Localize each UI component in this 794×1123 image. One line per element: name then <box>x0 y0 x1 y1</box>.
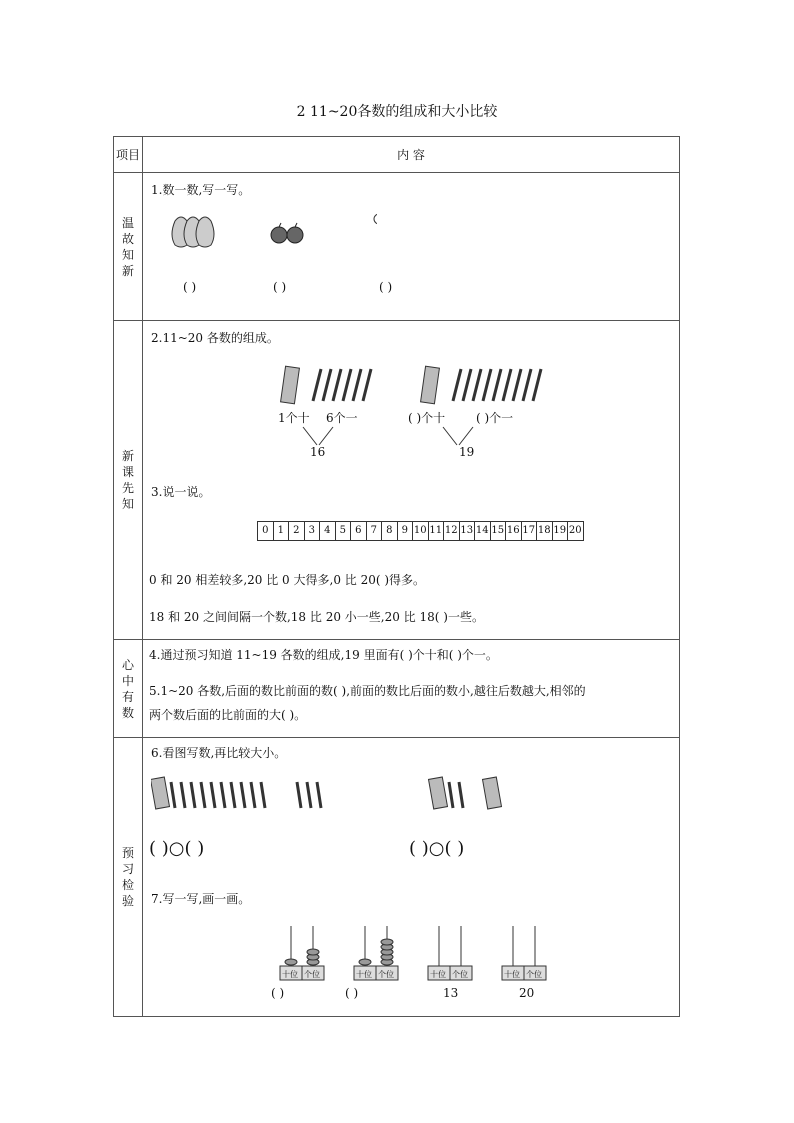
ruler-tick: 11 <box>429 522 445 540</box>
question-7: 7.写一写,画一画。 <box>151 892 251 906</box>
ones-place-label: 个位 <box>304 970 320 979</box>
section-label-4 <box>114 738 143 1017</box>
q3-line-1: 0 和 20 相差较多,20 比 0 大得多,0 比 20( )得多。 <box>149 573 426 587</box>
compare-blank-2[interactable]: ( )○( ) <box>409 838 465 859</box>
question-2: 2.11~20 各数的组成。 <box>151 331 279 345</box>
ruler-tick: 6 <box>351 522 367 540</box>
section-label-2 <box>114 321 143 640</box>
ruler-tick: 19 <box>553 522 569 540</box>
ruler-tick: 14 <box>475 522 491 540</box>
question-5-line-1: 5.1~20 各数,后面的数比前面的数( ),前面的数比后面的数小,越往后数越大,相邻的 <box>149 684 586 698</box>
tens-place-label: 十位 <box>504 970 520 979</box>
question-4: 4.通过预习知道 11~19 各数的组成,19 里面有( )个十和( )个一。 <box>149 648 498 662</box>
ruler-tick: 8 <box>382 522 398 540</box>
q6-sticks-figure <box>151 774 531 814</box>
ruler-tick: 20 <box>568 525 582 536</box>
ruler-tick: 18 <box>537 522 553 540</box>
chick-icon <box>374 214 377 246</box>
abacus-icon <box>285 926 535 966</box>
section-label-text: 温故知新 <box>121 215 134 278</box>
section-label-text: 预习检验 <box>121 846 134 908</box>
sticks-figure <box>273 359 593 409</box>
q3-line-2: 18 和 20 之间间隔一个数,18 比 20 小一些,20 比 18( )一些。 <box>149 610 484 624</box>
ruler-tick: 4 <box>320 522 336 540</box>
ruler-tick: 7 <box>367 522 383 540</box>
total-left: 16 <box>310 445 326 459</box>
pear-icon <box>172 217 214 247</box>
worksheet-table <box>113 136 680 1017</box>
header-item <box>114 137 143 173</box>
ruler-tick: 13 <box>460 522 476 540</box>
tens-blank-right[interactable]: ( )个十 <box>408 411 446 425</box>
question-3: 3.说一说。 <box>151 485 211 499</box>
ruler-tick: 0 <box>258 522 274 540</box>
question-6: 6.看图写数,再比较大小。 <box>151 746 287 760</box>
answer-blank-1[interactable]: ( ) <box>183 280 197 294</box>
ruler-tick: 9 <box>398 522 414 540</box>
ones-blank-right[interactable]: ( )个一 <box>476 411 514 425</box>
composition-lines <box>293 425 523 447</box>
header-content <box>143 137 680 173</box>
abacus-figure <box>276 926 556 986</box>
question-5-line-2: 两个数后面的比前面的大( )。 <box>149 708 307 722</box>
section-4-content <box>143 738 680 1017</box>
section-label-text: 新课先知 <box>121 449 134 511</box>
ruler-tick: 2 <box>289 522 305 540</box>
total-right: 19 <box>459 445 475 459</box>
number-ruler <box>257 521 584 541</box>
header-item-text: 项目 <box>115 148 140 162</box>
ruler-tick: 12 <box>444 522 460 540</box>
section-label-text: 心中有数 <box>121 657 134 720</box>
ones-place-label: 个位 <box>378 970 394 979</box>
abacus-answer-1[interactable]: ( ) <box>271 986 285 1000</box>
ones-place-label: 个位 <box>452 970 468 979</box>
ruler-tick: 5 <box>336 522 352 540</box>
single-sticks-icon <box>171 782 463 808</box>
section-1-content <box>143 173 680 321</box>
tens-label-left: 1个十 <box>278 411 310 425</box>
counting-pictures <box>167 211 377 251</box>
tens-place-label: 十位 <box>282 970 298 979</box>
abacus-answer-4: 20 <box>519 986 535 1000</box>
apple-icon <box>271 223 303 243</box>
abacus-answer-3: 13 <box>443 986 459 1000</box>
ruler-tick: 17 <box>522 522 538 540</box>
header-content-text: 内 容 <box>397 148 425 162</box>
section-2-content <box>143 321 680 640</box>
answer-blank-2[interactable]: ( ) <box>273 280 287 294</box>
tens-place-label: 十位 <box>356 970 372 979</box>
tens-place-label: 十位 <box>430 970 446 979</box>
ones-label-left: 6个一 <box>326 411 358 425</box>
section-3-content <box>143 640 680 738</box>
abacus-answer-2[interactable]: ( ) <box>345 986 359 1000</box>
question-1: 1.数一数,写一写。 <box>151 183 251 197</box>
answer-blank-3[interactable]: ( ) <box>379 280 393 294</box>
ruler-tick: 16 <box>506 522 522 540</box>
page-title: 2 11~20各数的组成和大小比较 <box>296 104 498 120</box>
ruler-tick: 1 <box>274 522 290 540</box>
section-label-1 <box>114 173 143 321</box>
ruler-tick: 15 <box>491 522 507 540</box>
ones-place-label: 个位 <box>526 970 542 979</box>
compare-blank-1[interactable]: ( )○( ) <box>149 838 205 859</box>
ruler-tick: 3 <box>305 522 321 540</box>
ruler-tick: 10 <box>413 522 429 540</box>
section-label-3 <box>114 640 143 738</box>
